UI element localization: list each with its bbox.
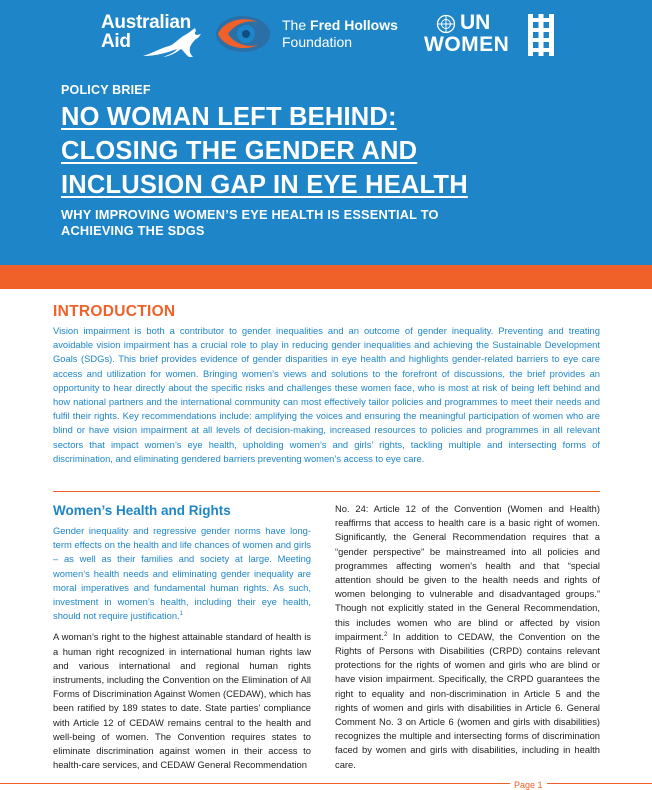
fred-hollows-logo-text <box>282 17 398 51</box>
title-line-2: CLOSING THE GENDER AND <box>61 137 418 165</box>
un-women-logo <box>424 12 554 60</box>
orange-band <box>0 265 652 289</box>
fred-hollows-eye-icon <box>214 14 272 54</box>
body-paragraph-right <box>335 502 600 772</box>
fred-hollows-line2: Foundation <box>282 34 353 50</box>
subtitle-line-2: ACHIEVING THE SDGS <box>61 223 205 238</box>
fred-hollows-prefix: The <box>282 17 307 33</box>
footer-line <box>0 783 652 784</box>
title-line-1: NO WOMAN LEFT BEHIND: <box>61 103 397 131</box>
section-lead-paragraph <box>53 524 311 623</box>
lead-text: Gender inequality and regressive gender norms have long-term effects on the health and life chances of women and girls – as well as their families and society at large. Meeting women’s health needs and eliminating gender inequality are moral imperatives and fundamental human rights. As such, investment in women’s health, including their eye health, should not require justification. <box>53 525 311 622</box>
introduction-text: Vision impairment is both a contributor to gender inequalities and an outcome of gender inequality. Preventing and treating avoidable vision impairment has a crucial role to play in reducing gender inequalities and achieving the Sustainable Development Goals (SDGs). This brief provides evidence of gender disparities in eye health and highlights gender-related barriers to eye care access and utilization for women. Bringing women’s views and solutions to the forefront of discussions, the brief provides an opportunity to hear directly about the specific risks and challenges these women face, who is most at risk of being left behind and how national partners and the international community can most effectively tailor policies and programmes to meet their needs and fulfil their rights. Key recommendations include: amplifying the voices and ensuring the meaningful participation of women who are blind or have vision impairment at all levels of decision-making, increased resources to policies and programmes in all relevant sectors that impact women’s eye health, upholding women’s and girls’ rights, tackling multiple and intersecting forms of discrimination, and eliminating gendered barriers preventing women’s access to eye care. <box>53 325 600 464</box>
australian-aid-line1: Australian <box>101 12 191 33</box>
header-banner <box>0 0 652 265</box>
fred-hollows-name: Fred Hollows <box>310 17 398 33</box>
un-text: UN <box>460 11 491 34</box>
australian-aid-logo <box>101 12 213 58</box>
body-right-part-1: No. 24: Article 12 of the Convention (Women and Health) reaffirms that access to health care is a basic right of women. Significantly, the General Recommendation requires that a “gender perspective” be mainstreamed into all policies and programmes affecting women’s health and that “special attention should be given to the health needs and rights of women belonging to vulnerable and disadvantaged groups.” Though not explicitly stated in the General Recommendation, this includes women who are blind or affected by vision impairment. <box>335 503 600 642</box>
un-globe-icon <box>436 14 456 34</box>
section-divider <box>53 491 600 492</box>
partner-logos <box>0 10 652 60</box>
australian-aid-line2: Aid <box>101 31 131 52</box>
body-paragraph-left: A woman’s right to the highest attainable standard of health is a human right recognized in international human rights law and various international and regional human rights instruments, including the Convention on the Elimination of All Forms of Discrimination Against Women (CEDAW), which has been ratified by 189 states to date. State parties’ compliance with Article 12 of CEDAW remains central to the health and well-being of women. The Convention requires states to eliminate discrimination against women in their access to health-care services, and CEDAW General Recommendation <box>53 631 311 771</box>
page-number: Page 1 <box>510 780 547 790</box>
policy-brief-label: POLICY BRIEF <box>61 83 151 97</box>
subtitle-line-1: WHY IMPROVING WOMEN’S EYE HEALTH IS ESSENTIAL TO <box>61 207 439 222</box>
body-right-part-2: In addition to CEDAW, the Convention on the Rights of Persons with Disabilities (CRPD) contains relevant protections for the rights of women and girls who are blind or have vision impairment. Specifically, the CRPD guarantees the right to equality and non-discrimination in Article 5 and the rights of women and girls with disabilities in Article 6. General Comment No. 3 on Article 6 (women and girls with disabilities) recognizes the multiple and intersecting forms of discrimination faced by women and girls with disabilities, including in health care. <box>335 630 600 770</box>
page-subtitle <box>61 207 581 239</box>
right-column <box>335 502 600 772</box>
kangaroo-icon <box>139 26 209 60</box>
footnote-ref-1: 1 <box>179 611 183 618</box>
un-women-symbol-icon <box>528 14 554 56</box>
introduction-heading: INTRODUCTION <box>53 303 176 320</box>
title-line-3: INCLUSION GAP IN EYE HEALTH <box>61 171 468 199</box>
section-heading: Women’s Health and Rights <box>53 503 231 518</box>
women-text: WOMEN <box>424 33 510 56</box>
page-title <box>61 100 621 202</box>
footnote-ref-2: 2 <box>383 631 388 638</box>
left-column <box>53 502 311 772</box>
